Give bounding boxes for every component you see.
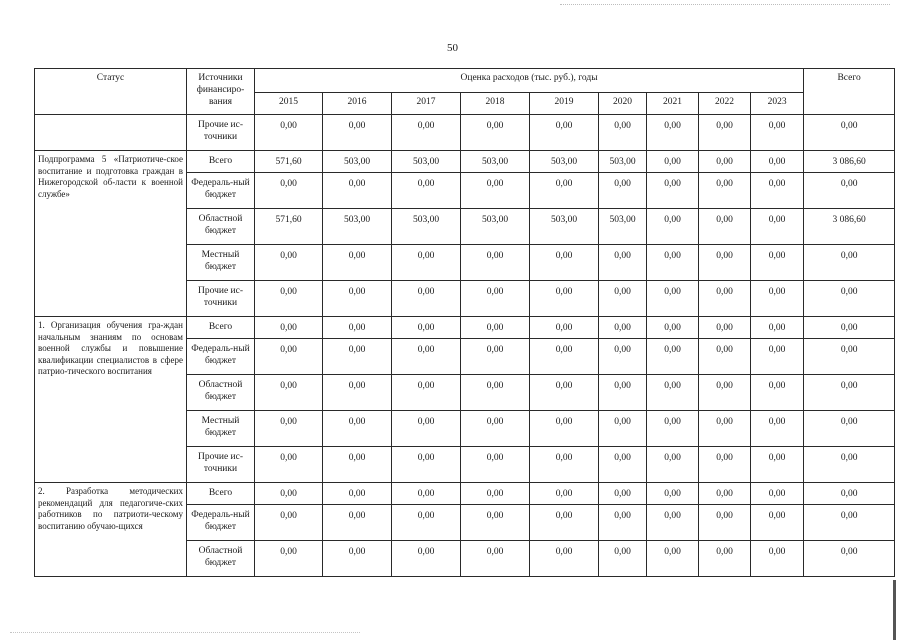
value-cell: 0,00 [530, 115, 599, 151]
year-header: 2016 [323, 93, 392, 115]
table-header [35, 69, 895, 115]
value-cell: 0,00 [647, 245, 699, 281]
value-cell: 0,00 [699, 281, 751, 317]
value-cell: 0,00 [647, 115, 699, 151]
value-cell: 0,00 [323, 281, 392, 317]
status-header: Статус [35, 69, 187, 115]
value-cell: 503,00 [530, 209, 599, 245]
table-body [35, 115, 895, 577]
value-cell: 0,00 [699, 173, 751, 209]
value-cell: 0,00 [599, 245, 647, 281]
value-cell: 0,00 [599, 317, 647, 339]
value-cell: 0,00 [461, 339, 530, 375]
value-cell: 0,00 [392, 173, 461, 209]
value-cell: 0,00 [392, 339, 461, 375]
year-header: 2019 [530, 93, 599, 115]
value-cell: 0,00 [751, 115, 804, 151]
table-row [35, 483, 895, 505]
value-cell: 0,00 [751, 375, 804, 411]
value-cell: 503,00 [323, 151, 392, 173]
value-cell: 0,00 [599, 411, 647, 447]
value-cell: 0,00 [255, 411, 323, 447]
value-cell: 0,00 [699, 317, 751, 339]
value-cell: 0,00 [392, 411, 461, 447]
value-cell: 0,00 [461, 245, 530, 281]
value-cell: 0,00 [599, 339, 647, 375]
source-cell: Местный бюджет [187, 411, 255, 447]
total-cell: 0,00 [804, 115, 895, 151]
value-cell: 0,00 [751, 209, 804, 245]
value-cell: 0,00 [530, 375, 599, 411]
value-cell: 0,00 [530, 505, 599, 541]
value-cell: 0,00 [392, 317, 461, 339]
source-cell: Всего [187, 151, 255, 173]
value-cell: 0,00 [751, 411, 804, 447]
total-header: Всего [804, 69, 895, 115]
value-cell: 0,00 [647, 447, 699, 483]
status-cell: 2. Разработка методических рекомендаций для педагогиче-ских работников по патриоти-ческому воспитанию обучаю-щихся [35, 483, 187, 577]
value-cell: 0,00 [599, 375, 647, 411]
estimate-header: Оценка расходов (тыс. руб.), годы [255, 69, 804, 93]
value-cell: 0,00 [751, 541, 804, 577]
value-cell: 0,00 [647, 281, 699, 317]
value-cell: 0,00 [647, 483, 699, 505]
value-cell: 0,00 [461, 541, 530, 577]
total-cell: 0,00 [804, 281, 895, 317]
budget-table [34, 68, 895, 577]
value-cell: 503,00 [392, 151, 461, 173]
source-cell: Всего [187, 483, 255, 505]
source-cell: Прочие ис-точники [187, 281, 255, 317]
value-cell: 503,00 [599, 209, 647, 245]
value-cell: 0,00 [751, 483, 804, 505]
value-cell: 0,00 [647, 209, 699, 245]
value-cell: 0,00 [647, 173, 699, 209]
value-cell: 0,00 [599, 447, 647, 483]
total-cell: 0,00 [804, 505, 895, 541]
value-cell: 0,00 [699, 245, 751, 281]
total-cell: 0,00 [804, 411, 895, 447]
value-cell: 0,00 [323, 541, 392, 577]
value-cell: 0,00 [255, 375, 323, 411]
year-header: 2020 [599, 93, 647, 115]
status-cell: 1. Организация обучения гра-ждан начальным знаниям по основам военной службы и повышение квалификации специалистов в сфере патрио-тического воспитания [35, 317, 187, 483]
year-header: 2015 [255, 93, 323, 115]
source-cell: Местный бюджет [187, 245, 255, 281]
table-row [35, 151, 895, 173]
value-cell: 0,00 [392, 483, 461, 505]
value-cell: 0,00 [255, 447, 323, 483]
value-cell: 0,00 [751, 505, 804, 541]
value-cell: 0,00 [699, 115, 751, 151]
value-cell: 0,00 [392, 447, 461, 483]
value-cell: 0,00 [530, 447, 599, 483]
value-cell: 0,00 [699, 541, 751, 577]
value-cell: 0,00 [323, 339, 392, 375]
scan-artifact-bottom [10, 632, 360, 633]
total-cell: 0,00 [804, 483, 895, 505]
value-cell: 0,00 [647, 151, 699, 173]
value-cell: 0,00 [647, 505, 699, 541]
value-cell: 0,00 [461, 317, 530, 339]
value-cell: 0,00 [530, 245, 599, 281]
value-cell: 0,00 [323, 375, 392, 411]
value-cell: 0,00 [530, 339, 599, 375]
source-cell: Областной бюджет [187, 541, 255, 577]
source-cell: Областной бюджет [187, 375, 255, 411]
value-cell: 571,60 [255, 209, 323, 245]
value-cell: 0,00 [751, 339, 804, 375]
total-cell: 0,00 [804, 339, 895, 375]
year-header: 2017 [392, 93, 461, 115]
total-cell: 0,00 [804, 317, 895, 339]
value-cell: 0,00 [699, 411, 751, 447]
value-cell: 0,00 [699, 209, 751, 245]
value-cell: 0,00 [392, 375, 461, 411]
value-cell: 0,00 [255, 281, 323, 317]
source-cell: Федераль-ный бюджет [187, 505, 255, 541]
source-cell: Прочие ис-точники [187, 447, 255, 483]
value-cell: 0,00 [647, 541, 699, 577]
value-cell: 0,00 [699, 151, 751, 173]
value-cell: 0,00 [751, 173, 804, 209]
value-cell: 0,00 [647, 317, 699, 339]
status-cell [35, 115, 187, 151]
scan-artifact-right [893, 580, 896, 640]
value-cell: 0,00 [323, 505, 392, 541]
source-cell: Областной бюджет [187, 209, 255, 245]
sources-header: Источники финансиро-вания [187, 69, 255, 115]
value-cell: 0,00 [255, 317, 323, 339]
value-cell: 0,00 [599, 115, 647, 151]
source-cell: Прочие ис-точники [187, 115, 255, 151]
value-cell: 0,00 [530, 483, 599, 505]
value-cell: 503,00 [599, 151, 647, 173]
value-cell: 0,00 [461, 505, 530, 541]
value-cell: 0,00 [461, 447, 530, 483]
value-cell: 0,00 [647, 411, 699, 447]
table-row [35, 317, 895, 339]
value-cell: 0,00 [647, 375, 699, 411]
value-cell: 0,00 [751, 245, 804, 281]
value-cell: 0,00 [323, 411, 392, 447]
total-cell: 3 086,60 [804, 209, 895, 245]
value-cell: 571,60 [255, 151, 323, 173]
value-cell: 0,00 [323, 245, 392, 281]
total-cell: 0,00 [804, 541, 895, 577]
value-cell: 0,00 [255, 115, 323, 151]
value-cell: 0,00 [255, 541, 323, 577]
value-cell: 0,00 [392, 281, 461, 317]
year-header: 2021 [647, 93, 699, 115]
value-cell: 0,00 [392, 505, 461, 541]
scan-artifact-top [560, 4, 890, 5]
value-cell: 0,00 [461, 281, 530, 317]
value-cell: 0,00 [461, 411, 530, 447]
value-cell: 0,00 [699, 447, 751, 483]
value-cell: 0,00 [699, 339, 751, 375]
value-cell: 0,00 [255, 505, 323, 541]
value-cell: 503,00 [323, 209, 392, 245]
value-cell: 0,00 [751, 281, 804, 317]
value-cell: 0,00 [530, 281, 599, 317]
value-cell: 503,00 [530, 151, 599, 173]
value-cell: 0,00 [392, 541, 461, 577]
value-cell: 0,00 [647, 339, 699, 375]
value-cell: 0,00 [699, 505, 751, 541]
value-cell: 0,00 [255, 483, 323, 505]
table-row [35, 115, 895, 151]
year-header: 2018 [461, 93, 530, 115]
value-cell: 0,00 [599, 281, 647, 317]
total-cell: 0,00 [804, 447, 895, 483]
value-cell: 0,00 [530, 541, 599, 577]
value-cell: 0,00 [323, 173, 392, 209]
value-cell: 0,00 [530, 411, 599, 447]
source-cell: Федераль-ный бюджет [187, 173, 255, 209]
value-cell: 503,00 [461, 151, 530, 173]
value-cell: 0,00 [599, 541, 647, 577]
value-cell: 0,00 [530, 173, 599, 209]
value-cell: 0,00 [461, 115, 530, 151]
page-number: 50 [447, 42, 458, 54]
value-cell: 0,00 [461, 375, 530, 411]
value-cell: 503,00 [392, 209, 461, 245]
year-header: 2022 [699, 93, 751, 115]
value-cell: 0,00 [599, 483, 647, 505]
value-cell: 0,00 [751, 447, 804, 483]
source-cell: Всего [187, 317, 255, 339]
status-cell: Подпрограмма 5 «Патриотиче-ское воспитание и подготовка граждан в Нижегородской об-ласти к военной службе» [35, 151, 187, 317]
value-cell: 0,00 [392, 115, 461, 151]
total-cell: 3 086,60 [804, 151, 895, 173]
value-cell: 503,00 [461, 209, 530, 245]
value-cell: 0,00 [255, 173, 323, 209]
source-cell: Федераль-ный бюджет [187, 339, 255, 375]
value-cell: 0,00 [255, 339, 323, 375]
value-cell: 0,00 [530, 317, 599, 339]
value-cell: 0,00 [461, 173, 530, 209]
value-cell: 0,00 [255, 245, 323, 281]
value-cell: 0,00 [323, 317, 392, 339]
value-cell: 0,00 [699, 483, 751, 505]
year-header: 2023 [751, 93, 804, 115]
total-cell: 0,00 [804, 173, 895, 209]
total-cell: 0,00 [804, 245, 895, 281]
total-cell: 0,00 [804, 375, 895, 411]
value-cell: 0,00 [461, 483, 530, 505]
value-cell: 0,00 [751, 151, 804, 173]
value-cell: 0,00 [599, 505, 647, 541]
value-cell: 0,00 [323, 115, 392, 151]
value-cell: 0,00 [699, 375, 751, 411]
value-cell: 0,00 [751, 317, 804, 339]
value-cell: 0,00 [392, 245, 461, 281]
value-cell: 0,00 [599, 173, 647, 209]
value-cell: 0,00 [323, 483, 392, 505]
value-cell: 0,00 [323, 447, 392, 483]
